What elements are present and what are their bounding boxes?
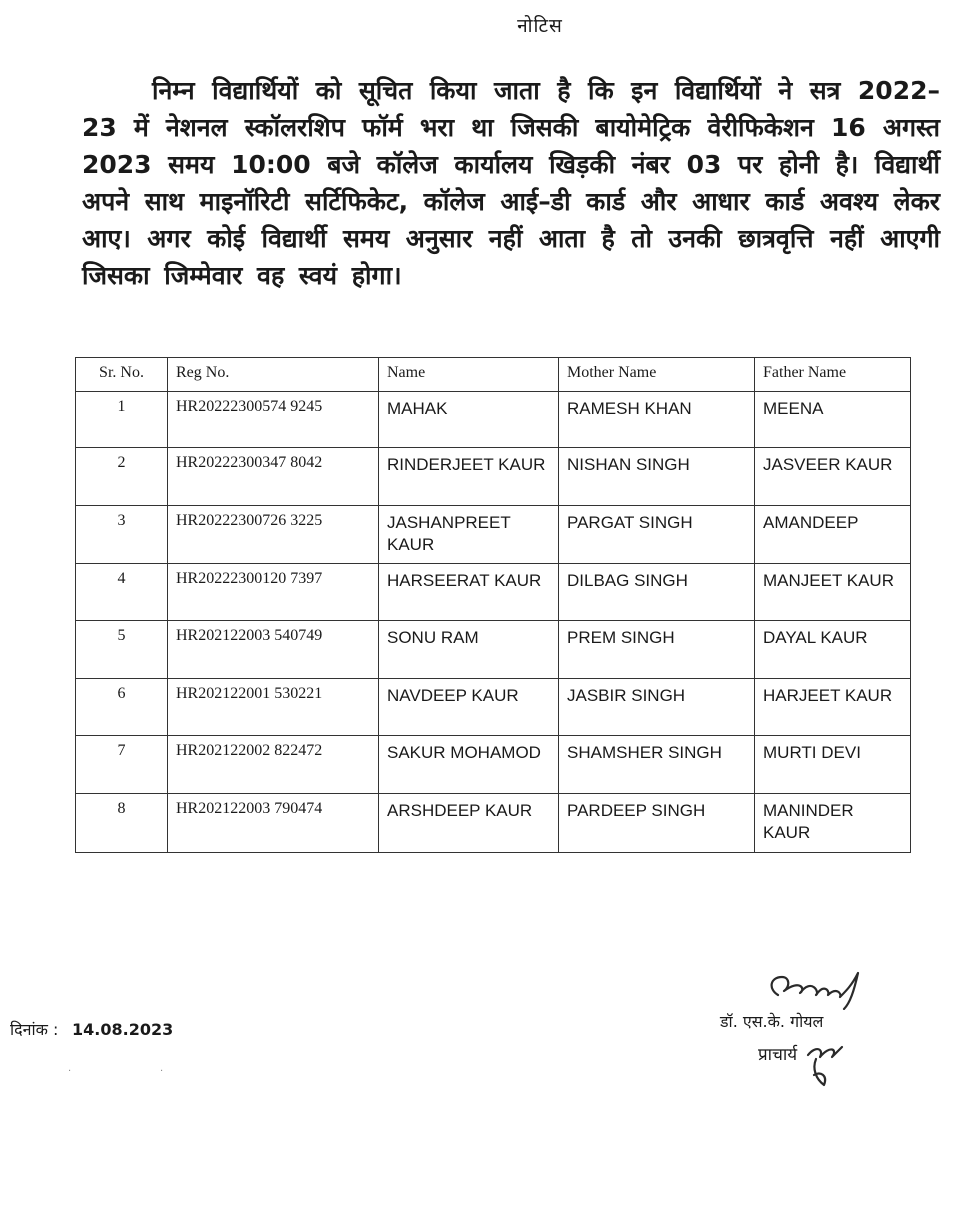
cell-sr-no: 4 <box>76 564 168 621</box>
header-mother-name: Mother Name <box>559 358 755 392</box>
table-row <box>76 392 911 448</box>
notice-title: नोटिस <box>517 15 563 37</box>
table-row <box>76 506 911 564</box>
cell-father-name: MANINDER KAUR <box>755 794 911 853</box>
cell-father-name: JASVEER KAUR <box>755 448 911 506</box>
speck-mark: · <box>160 1066 164 1077</box>
cell-name: RINDERJEET KAUR <box>379 448 559 506</box>
table-row <box>76 564 911 621</box>
cell-mother-name: RAMESH KHAN <box>559 392 755 448</box>
student-table <box>75 357 911 853</box>
cell-sr-no: 5 <box>76 621 168 679</box>
cell-name: ARSHDEEP KAUR <box>379 794 559 853</box>
cell-mother-name: SHAMSHER SINGH <box>559 736 755 794</box>
header-father-name: Father Name <box>755 358 911 392</box>
cell-father-name: HARJEET KAUR <box>755 679 911 736</box>
cell-sr-no: 7 <box>76 736 168 794</box>
cell-sr-no: 6 <box>76 679 168 736</box>
cell-reg-no: HR20222300347 8042 <box>168 448 379 506</box>
cell-sr-no: 1 <box>76 392 168 448</box>
signer-designation: प्राचार्य <box>758 1045 798 1065</box>
date-value: 14.08.2023 <box>72 1020 174 1039</box>
cell-name: HARSEERAT KAUR <box>379 564 559 621</box>
cell-mother-name: PREM SINGH <box>559 621 755 679</box>
date-label: दिनांक : <box>10 1020 59 1039</box>
notice-date <box>10 1018 173 1040</box>
notice-body: निम्न विद्यार्थियों को सूचित किया जाता है कि इन विद्यार्थियों ने सत्र 2022–23 में नेशनल स्कॉलरशिप फॉर्म भरा था जिसकी बायोमेट्रिक वेरीफिकेशन 16 अगस्त 2023 समय 10:00 बजे कॉलेज कार्यालय खिड़की नंबर 03 पर होनी है। विद्यार्थी अपने साथ माइनॉरिटी सर्टिफिकेट, कॉलेज आई–डी कार्ड और आधार कार्ड अवश्य लेकर आए। अगर कोई विद्यार्थी समय अनुसार नहीं आता है तो उनकी छात्रवृत्ति नहीं आएगी जिसका जिम्मेवार वह स्वयं होगा। <box>82 76 940 290</box>
header-reg-no: Reg No. <box>168 358 379 392</box>
cell-mother-name: NISHAN SINGH <box>559 448 755 506</box>
cell-father-name: MURTI DEVI <box>755 736 911 794</box>
cell-name: SONU RAM <box>379 621 559 679</box>
cell-sr-no: 3 <box>76 506 168 564</box>
cell-reg-no: HR202122003 790474 <box>168 794 379 853</box>
cell-father-name: AMANDEEP <box>755 506 911 564</box>
speck-mark: · <box>68 1066 72 1077</box>
signature-flourish <box>802 1035 852 1090</box>
cell-father-name: MEENA <box>755 392 911 448</box>
cell-sr-no: 8 <box>76 794 168 853</box>
signer-name: डॉ. एस.के. गोयल <box>720 1012 824 1031</box>
cell-reg-no: HR20222300574 9245 <box>168 392 379 448</box>
cell-mother-name: JASBIR SINGH <box>559 679 755 736</box>
table-header-row <box>76 358 911 392</box>
cell-name: MAHAK <box>379 392 559 448</box>
cell-father-name: MANJEET KAUR <box>755 564 911 621</box>
header-sr-no: Sr. No. <box>76 358 168 392</box>
cell-sr-no: 2 <box>76 448 168 506</box>
header-name: Name <box>379 358 559 392</box>
cell-name: SAKUR MOHAMOD <box>379 736 559 794</box>
table-row <box>76 736 911 794</box>
cell-mother-name: PARGAT SINGH <box>559 506 755 564</box>
cell-name: NAVDEEP KAUR <box>379 679 559 736</box>
cell-mother-name: DILBAG SINGH <box>559 564 755 621</box>
table-row <box>76 448 911 506</box>
cell-reg-no: HR202122003 540749 <box>168 621 379 679</box>
cell-name: JASHANPREET KAUR <box>379 506 559 564</box>
table-row <box>76 679 911 736</box>
signature-initials <box>760 965 870 1010</box>
cell-reg-no: HR20222300726 3225 <box>168 506 379 564</box>
cell-reg-no: HR20222300120 7397 <box>168 564 379 621</box>
cell-reg-no: HR202122001 530221 <box>168 679 379 736</box>
table-row <box>76 794 911 853</box>
table-row <box>76 621 911 679</box>
cell-reg-no: HR202122002 822472 <box>168 736 379 794</box>
cell-father-name: DAYAL KAUR <box>755 621 911 679</box>
cell-mother-name: PARDEEP SINGH <box>559 794 755 853</box>
